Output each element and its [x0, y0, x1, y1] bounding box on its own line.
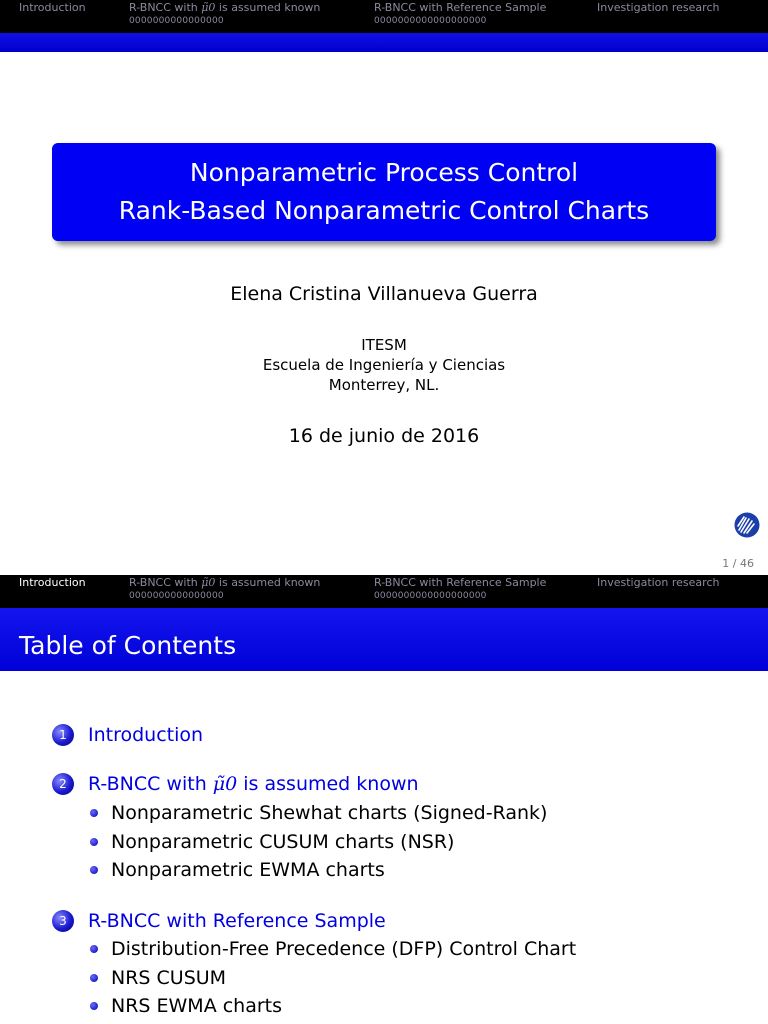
institute-line-2: Escuela de Ingeniería y Ciencias — [262, 356, 506, 374]
nav-dots-known[interactable]: 0000000000000000 — [129, 16, 224, 26]
nav-known-post: is assumed known — [218, 576, 321, 589]
page-number: 1 / 46 — [722, 557, 754, 570]
toc-subsection[interactable] — [90, 938, 576, 960]
bullet-icon — [90, 838, 98, 846]
toc-number-3: 3 — [52, 910, 74, 932]
toc-number-1: 1 — [52, 724, 74, 746]
author: Elena Cristina Villanueva Guerra — [230, 283, 538, 305]
toc-slide — [0, 575, 768, 1024]
nav-section-introduction[interactable]: Introduction — [19, 576, 86, 589]
institution-logo-icon — [734, 512, 760, 538]
nav-dots-reference[interactable]: 0000000000000000000 — [374, 591, 487, 601]
toc-subsection-label: NRS EWMA charts — [111, 995, 283, 1017]
toc-subsection[interactable] — [90, 802, 547, 824]
bullet-icon — [90, 974, 98, 982]
toc-section-label: R-BNCC with Reference Sample — [88, 910, 386, 932]
toc-label-post: is assumed known — [243, 773, 419, 795]
toc-label-pre: R-BNCC with — [88, 773, 207, 795]
nav-dots-reference[interactable]: 0000000000000000000 — [374, 16, 487, 26]
institute-line-3: Monterrey, NL. — [328, 376, 440, 394]
nav-section-reference[interactable]: R-BNCC with Reference Sample — [374, 1, 547, 14]
toc-subsection[interactable] — [90, 859, 385, 881]
nav-section-known[interactable] — [129, 576, 320, 589]
bullet-icon — [90, 1002, 98, 1010]
nav-known-pre: R-BNCC with — [129, 576, 198, 589]
toc-subsection[interactable] — [90, 995, 282, 1017]
toc-number-2: 2 — [52, 773, 74, 795]
institute-line-1: ITESM — [361, 336, 407, 354]
navigation-bar — [0, 575, 768, 608]
date: 16 de junio de 2016 — [288, 425, 480, 447]
nav-known-pre: R-BNCC with — [129, 1, 198, 14]
nav-section-investigation[interactable]: Investigation research — [597, 1, 720, 14]
toc-subsection-label: Distribution-Free Precedence (DFP) Control Chart — [111, 938, 577, 960]
navigation-bar — [0, 0, 768, 33]
title-line-2: Rank-Based Nonparametric Control Charts — [118, 196, 650, 225]
nav-section-reference[interactable]: R-BNCC with Reference Sample — [374, 576, 547, 589]
nav-known-post: is assumed known — [218, 1, 321, 14]
toc-subsection-label: Nonparametric Shewhat charts (Signed-Rank) — [111, 802, 548, 824]
toc-subsection-label: Nonparametric EWMA charts — [111, 859, 385, 881]
nav-known-math: μ̃0 — [201, 576, 216, 589]
toc-section-2[interactable] — [52, 773, 419, 795]
toc-label-math: μ̃0 — [212, 773, 238, 795]
nav-section-investigation[interactable]: Investigation research — [597, 576, 720, 589]
nav-section-introduction[interactable]: Introduction — [19, 1, 86, 14]
frame-title: Table of Contents — [19, 631, 237, 660]
nav-known-math: μ̃0 — [201, 1, 216, 14]
title-line-1: Nonparametric Process Control — [189, 158, 579, 187]
header-strip — [0, 33, 768, 52]
institute — [0, 335, 768, 395]
toc-section-1[interactable] — [52, 724, 203, 746]
nav-section-known[interactable] — [129, 1, 320, 14]
toc-subsection[interactable] — [90, 967, 226, 989]
toc-section-label — [88, 773, 419, 795]
toc-section-label: Introduction — [88, 724, 204, 746]
nav-dots-known[interactable]: 0000000000000000 — [129, 591, 224, 601]
bullet-icon — [90, 945, 98, 953]
toc-subsection-label: Nonparametric CUSUM charts (NSR) — [111, 831, 455, 853]
toc-section-3[interactable] — [52, 910, 386, 932]
toc-subsection-label: NRS CUSUM — [111, 967, 227, 989]
toc-subsection[interactable] — [90, 831, 454, 853]
title-box — [52, 143, 716, 241]
bullet-icon — [90, 866, 98, 874]
bullet-icon — [90, 809, 98, 817]
